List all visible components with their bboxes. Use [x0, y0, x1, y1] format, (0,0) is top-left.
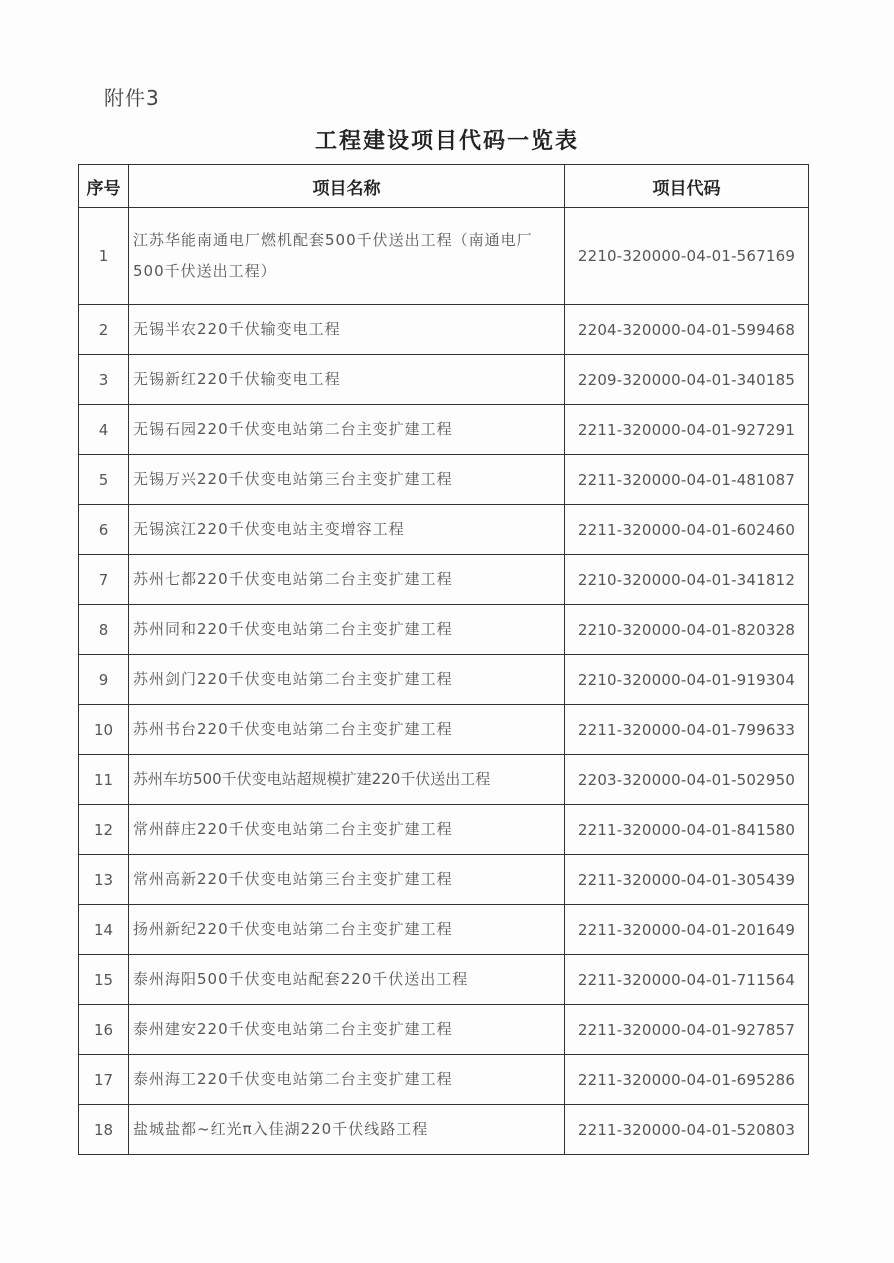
row-project-code: 2210-320000-04-01-919304 [565, 655, 809, 705]
table-row [79, 605, 809, 655]
row-project-code: 2211-320000-04-01-927291 [565, 405, 809, 455]
row-index: 5 [79, 455, 129, 505]
row-project-name: 泰州海工220千伏变电站第二台主变扩建工程 [129, 1055, 565, 1105]
row-index: 15 [79, 955, 129, 1005]
row-project-name: 苏州书台220千伏变电站第二台主变扩建工程 [129, 705, 565, 755]
row-project-code: 2211-320000-04-01-799633 [565, 705, 809, 755]
row-project-code: 2211-320000-04-01-841580 [565, 805, 809, 855]
row-project-code: 2211-320000-04-01-520803 [565, 1105, 809, 1155]
table-row [79, 405, 809, 455]
row-index: 11 [79, 755, 129, 805]
row-index: 8 [79, 605, 129, 655]
row-project-code: 2211-320000-04-01-481087 [565, 455, 809, 505]
header-code: 项目代码 [565, 165, 809, 208]
header-name: 项目名称 [129, 165, 565, 208]
row-project-code: 2211-320000-04-01-695286 [565, 1055, 809, 1105]
table-header-row [79, 165, 809, 208]
row-index: 13 [79, 855, 129, 905]
row-project-name: 苏州七都220千伏变电站第二台主变扩建工程 [129, 555, 565, 605]
row-project-name: 苏州车坊500千伏变电站超规模扩建220千伏送出工程 [129, 755, 565, 805]
row-index: 2 [79, 305, 129, 355]
row-project-code: 2211-320000-04-01-602460 [565, 505, 809, 555]
table-row [79, 855, 809, 905]
row-project-name: 苏州同和220千伏变电站第二台主变扩建工程 [129, 605, 565, 655]
row-project-name: 泰州建安220千伏变电站第二台主变扩建工程 [129, 1005, 565, 1055]
row-project-name: 盐城盐都~红光π入佳湖220千伏线路工程 [129, 1105, 565, 1155]
row-index: 10 [79, 705, 129, 755]
row-project-code: 2211-320000-04-01-927857 [565, 1005, 809, 1055]
table-row [79, 905, 809, 955]
row-project-code: 2211-320000-04-01-711564 [565, 955, 809, 1005]
row-project-code: 2211-320000-04-01-201649 [565, 905, 809, 955]
table-row [79, 355, 809, 405]
row-index: 7 [79, 555, 129, 605]
row-project-code: 2210-320000-04-01-567169 [565, 208, 809, 305]
table-row [79, 555, 809, 605]
table-row [79, 755, 809, 805]
row-project-name: 江苏华能南通电厂燃机配套500千伏送出工程（南通电厂500千伏送出工程） [129, 208, 565, 305]
row-project-name: 无锡石园220千伏变电站第二台主变扩建工程 [129, 405, 565, 455]
row-project-name: 无锡滨江220千伏变电站主变增容工程 [129, 505, 565, 555]
attachment-label: 附件3 [104, 86, 160, 110]
table-row [79, 208, 809, 305]
row-index: 18 [79, 1105, 129, 1155]
table-row [79, 455, 809, 505]
row-index: 16 [79, 1005, 129, 1055]
row-project-name: 无锡新红220千伏输变电工程 [129, 355, 565, 405]
row-project-name: 苏州剑门220千伏变电站第二台主变扩建工程 [129, 655, 565, 705]
row-index: 6 [79, 505, 129, 555]
row-index: 14 [79, 905, 129, 955]
row-project-code: 2210-320000-04-01-820328 [565, 605, 809, 655]
table-row [79, 955, 809, 1005]
row-index: 17 [79, 1055, 129, 1105]
row-index: 3 [79, 355, 129, 405]
table-row [79, 305, 809, 355]
table-row [79, 1055, 809, 1105]
row-project-code: 2210-320000-04-01-341812 [565, 555, 809, 605]
row-project-name: 无锡万兴220千伏变电站第三台主变扩建工程 [129, 455, 565, 505]
page-title: 工程建设项目代码一览表 [314, 129, 579, 154]
project-code-table [78, 164, 809, 1155]
row-index: 9 [79, 655, 129, 705]
table-row [79, 505, 809, 555]
row-index: 4 [79, 405, 129, 455]
row-project-code: 2211-320000-04-01-305439 [565, 855, 809, 905]
row-project-name: 常州高新220千伏变电站第三台主变扩建工程 [129, 855, 565, 905]
row-project-name: 无锡半农220千伏输变电工程 [129, 305, 565, 355]
row-project-code: 2209-320000-04-01-340185 [565, 355, 809, 405]
table-row [79, 1105, 809, 1155]
table-row [79, 1005, 809, 1055]
header-index: 序号 [79, 165, 129, 208]
table-row [79, 705, 809, 755]
row-index: 12 [79, 805, 129, 855]
table-row [79, 805, 809, 855]
row-project-name: 常州薛庄220千伏变电站第二台主变扩建工程 [129, 805, 565, 855]
row-project-name: 扬州新纪220千伏变电站第二台主变扩建工程 [129, 905, 565, 955]
row-project-code: 2203-320000-04-01-502950 [565, 755, 809, 805]
row-project-name: 泰州海阳500千伏变电站配套220千伏送出工程 [129, 955, 565, 1005]
table-row [79, 655, 809, 705]
row-project-code: 2204-320000-04-01-599468 [565, 305, 809, 355]
row-index: 1 [79, 208, 129, 305]
